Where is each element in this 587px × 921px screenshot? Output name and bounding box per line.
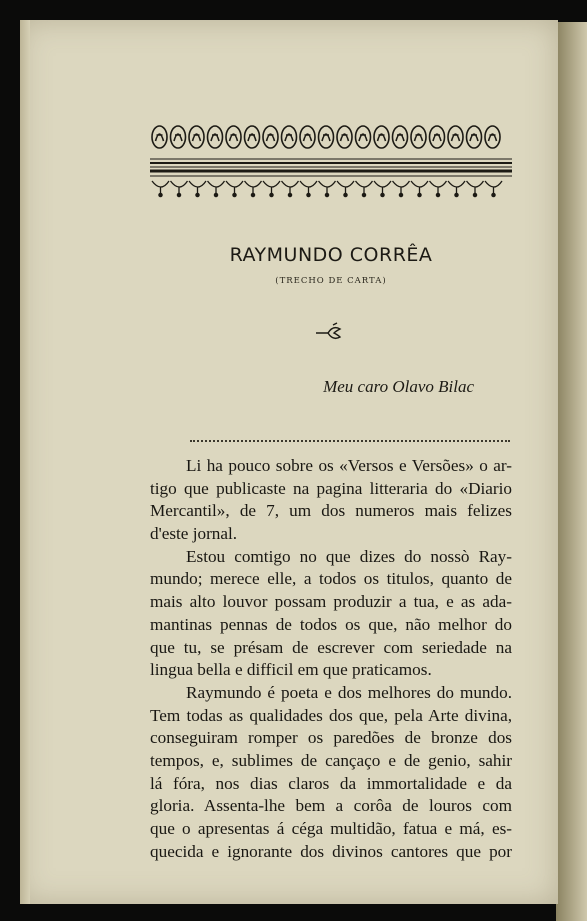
text-line: tigo que publicaste na pagina litteraria do «Diario (150, 478, 512, 498)
text-line: lá fóra, nos dias claros da immortalidade e da (150, 773, 512, 793)
garland-drop (473, 193, 476, 196)
text-line: Estou comtigo no que dizes do nossò Ray- (186, 546, 512, 566)
text-line: mundo; merece elle, a todos os titulos, quanto de (150, 569, 512, 589)
text-line: mantinas pennas de todos os que, não melhor do (150, 614, 512, 634)
medallion-motif (230, 134, 238, 141)
garland-drop (159, 193, 162, 196)
text-line: que tu, se présam de escrever com seriedade na (150, 637, 512, 657)
medallion-motif (156, 134, 164, 141)
fleuron-divider (150, 321, 512, 341)
page-title: RAYMUNDO CORRÊA (229, 244, 433, 266)
medallion (393, 126, 408, 148)
medallion (485, 126, 500, 148)
medallion (319, 126, 334, 148)
text-line: Tem todas as qualidades dos que, pela Arte divina, (150, 705, 512, 725)
medallion (448, 126, 463, 148)
medallion (356, 126, 371, 148)
garland-drop (270, 193, 273, 196)
medallion-row (152, 126, 500, 148)
medallion-motif (378, 134, 386, 141)
medallion (337, 126, 352, 148)
medallion-motif (452, 134, 460, 141)
medallion-motif (211, 134, 219, 141)
text-line: Mercantil», de 7, um dos numeros mais felizes (150, 501, 512, 521)
garland-drop (362, 193, 365, 196)
garland-drop (492, 193, 495, 196)
medallion-motif (489, 134, 497, 141)
medallion-motif (193, 134, 201, 141)
garland-drop (418, 193, 421, 196)
medallion-motif (248, 134, 256, 141)
text-line: d'este jornal. (150, 524, 238, 544)
medallion (411, 126, 426, 148)
garland-drop (251, 193, 254, 196)
medallion-motif (267, 134, 275, 141)
text-line: tempos, e, sublimes de cançaço e de genio, sahir (150, 750, 512, 770)
medallion-motif (285, 134, 293, 141)
medallion-motif (359, 134, 367, 141)
text-line: que o apresentas á céga multidão, fatua e má, es- (150, 819, 512, 838)
garland-drop (344, 193, 347, 196)
garland-drop (436, 193, 439, 196)
garland-drop (288, 193, 291, 196)
dotted-ellipsis-line (190, 432, 510, 442)
medallion-motif (174, 134, 182, 141)
garland-drop (307, 193, 310, 196)
garland-drop (399, 193, 402, 196)
garland-drop (196, 193, 199, 196)
letter-salutation: Meu caro Olavo Bilac (323, 377, 474, 396)
medallion (152, 126, 167, 148)
medallion (282, 126, 297, 148)
text-line: Li ha pouco sobre os «Versos e Versões» o ar- (186, 456, 512, 475)
letter-body (150, 455, 512, 863)
medallion-motif (470, 134, 478, 141)
page-gutter (20, 20, 30, 904)
medallion (208, 126, 223, 148)
garland-drop (455, 193, 458, 196)
garland-drop (177, 193, 180, 196)
medallion-motif (322, 134, 330, 141)
text-line: gloria. Assenta-lhe bem a corôa de louros com (150, 796, 512, 816)
medallion (171, 126, 186, 148)
text-line: lingua bella e difficil em que praticamos. (150, 660, 432, 680)
garland-drop (325, 193, 328, 196)
medallion-motif (304, 134, 312, 141)
page-subtitle: (TRECHO DE CARTA) (275, 276, 387, 286)
text-line: conseguiram romper os paredões de bronze dos (150, 728, 512, 748)
medallion (245, 126, 260, 148)
medallion (430, 126, 445, 148)
adjacent-page-edge (556, 22, 587, 921)
medallion-motif (396, 134, 404, 141)
garland-drop (233, 193, 236, 196)
rule-band (150, 159, 512, 176)
garland-drop (214, 193, 217, 196)
medallion (189, 126, 204, 148)
medallion (374, 126, 389, 148)
text-line: Raymundo é poeta e dos melhores do mundo. (186, 682, 512, 702)
medallion (467, 126, 482, 148)
medallion (263, 126, 278, 148)
text-line: quecida e ignorante dos divinos cantores que por (150, 841, 512, 861)
text-line: mais alto louvor possam produzir a tua, e as ada- (150, 592, 512, 612)
medallion (300, 126, 315, 148)
medallion-motif (415, 134, 423, 141)
medallion-motif (433, 134, 441, 141)
garland-row (152, 181, 502, 197)
garland-drop (381, 193, 384, 196)
medallion-motif (341, 134, 349, 141)
ornamental-header-band (150, 123, 512, 198)
medallion (226, 126, 241, 148)
